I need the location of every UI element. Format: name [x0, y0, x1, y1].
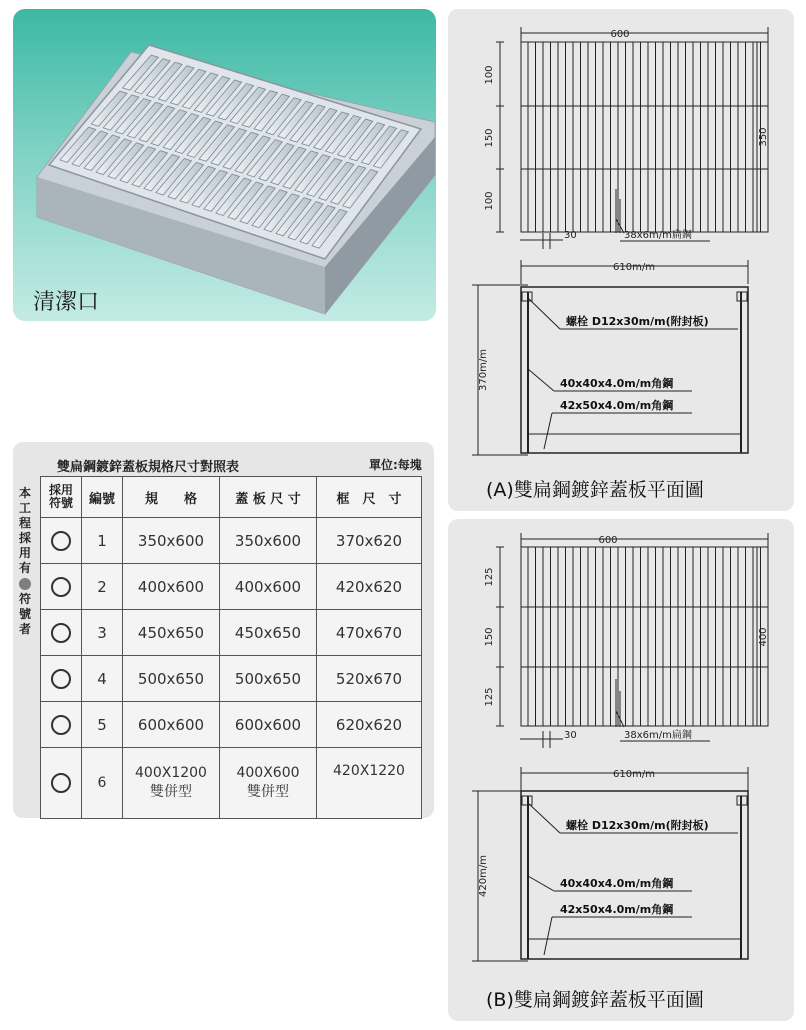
no-cell: 2	[82, 564, 123, 610]
frame-cell: 620x620	[317, 702, 422, 748]
frame-width-dimension: 610m/m	[613, 769, 655, 780]
cover-cell: 450x650	[220, 610, 317, 656]
header-no: 編號	[82, 477, 123, 518]
adopt-cell[interactable]	[41, 702, 82, 748]
table-row	[41, 610, 422, 656]
frame-cell: 520x670	[317, 656, 422, 702]
angle-steel-label-2: 42x50x4.0m/m角鋼	[560, 903, 674, 916]
row-dimension: 150	[484, 128, 495, 148]
note-char: 程	[18, 516, 31, 530]
header-spec: 規 格	[123, 477, 220, 518]
note-char: 符	[18, 592, 31, 606]
pitch-dimension: 30	[564, 230, 577, 241]
cover-cell: 600x600	[220, 702, 317, 748]
header-adopt: 採用 符號	[41, 477, 82, 518]
pitch-dimension: 30	[564, 730, 577, 741]
drawing-b-svg	[448, 519, 794, 1021]
bolt-label: 螺栓 D12x30m/m(附封板)	[566, 819, 709, 832]
angle-steel-label-1: 40x40x4.0m/m角鋼	[560, 877, 674, 890]
spec-cell: 500x650	[123, 656, 220, 702]
circle-checkbox-icon[interactable]	[51, 531, 71, 551]
row-dimension: 100	[484, 191, 495, 211]
spec-table-unit: 單位:每塊	[369, 458, 422, 472]
adopt-note	[17, 486, 33, 637]
spec-cell: 450x650	[123, 610, 220, 656]
no-cell: 4	[82, 656, 123, 702]
height-dimension: 400	[758, 627, 769, 647]
grating-illustration	[13, 9, 436, 321]
circle-checkbox-icon[interactable]	[51, 669, 71, 689]
circle-checkbox-icon[interactable]	[51, 773, 71, 793]
table-row	[41, 564, 422, 610]
bolt-label: 螺栓 D12x30m/m(附封板)	[566, 315, 709, 328]
drawing-a-svg	[448, 9, 794, 511]
circle-checkbox-icon[interactable]	[51, 715, 71, 735]
drawing-b-panel	[448, 519, 794, 1021]
table-row	[41, 656, 422, 702]
angle-steel-label-1: 40x40x4.0m/m角鋼	[560, 377, 674, 390]
frame-cell: 470x670	[317, 610, 422, 656]
drawing-a-panel	[448, 9, 794, 511]
header-frame: 框 尺 寸	[317, 477, 422, 518]
row-dimension: 125	[484, 687, 495, 707]
spec-table-title: 雙扁鋼鍍鋅蓋板規格尺寸對照表	[57, 460, 240, 475]
adopt-cell[interactable]	[41, 564, 82, 610]
no-cell: 3	[82, 610, 123, 656]
note-char: 號	[18, 607, 31, 621]
cover-cell: 400x600	[220, 564, 317, 610]
height-dimension: 350	[758, 127, 769, 147]
spec-table-panel	[13, 442, 434, 818]
bar-label: 38x6m/m扁鋼	[624, 230, 692, 241]
row-dimension: 125	[484, 567, 495, 587]
photo-caption: 清潔口	[33, 290, 100, 315]
table-header-row	[41, 477, 422, 518]
frame-height-dimension: 420m/m	[478, 855, 489, 897]
spec-cell: 600x600	[123, 702, 220, 748]
note-char: 有	[18, 561, 31, 575]
cover-cell: 350x600	[220, 518, 317, 564]
header-cover: 蓋 板 尺 寸	[220, 477, 317, 518]
note-char: 本	[18, 486, 31, 500]
adopt-cell[interactable]	[41, 518, 82, 564]
drawing-b-title: (B)雙扁鋼鍍鋅蓋板平面圖	[486, 989, 704, 1011]
spec-cell: 400X1200 雙併型	[123, 748, 220, 819]
bar-label: 38x6m/m扁鋼	[624, 730, 692, 741]
angle-steel-label-2: 42x50x4.0m/m角鋼	[560, 399, 674, 412]
no-cell: 5	[82, 702, 123, 748]
table-row	[41, 518, 422, 564]
note-char: 採	[18, 531, 31, 545]
note-char: 者	[18, 622, 31, 636]
frame-cell: 370x620	[317, 518, 422, 564]
filled-circle-icon	[19, 578, 31, 590]
spec-table	[40, 476, 422, 819]
circle-checkbox-icon[interactable]	[51, 577, 71, 597]
frame-height-dimension: 370m/m	[478, 349, 489, 391]
frame-cell: 420x620	[317, 564, 422, 610]
drawing-a-title: (A)雙扁鋼鍍鋅蓋板平面圖	[486, 479, 704, 501]
no-cell: 1	[82, 518, 123, 564]
frame-cell: 420X1220	[317, 748, 422, 819]
product-photo-panel	[13, 9, 436, 321]
frame-width-dimension: 610m/m	[613, 262, 655, 273]
spec-cell: 350x600	[123, 518, 220, 564]
no-cell: 6	[82, 748, 123, 819]
cover-cell: 400X600 雙併型	[220, 748, 317, 819]
circle-checkbox-icon[interactable]	[51, 623, 71, 643]
note-char: 工	[18, 501, 31, 515]
width-dimension: 600	[610, 29, 630, 40]
cover-cell: 500x650	[220, 656, 317, 702]
width-dimension: 600	[598, 535, 618, 546]
adopt-cell[interactable]	[41, 748, 82, 819]
row-dimension: 150	[484, 627, 495, 647]
row-dimension: 100	[484, 65, 495, 85]
adopt-cell[interactable]	[41, 656, 82, 702]
note-char: 用	[18, 546, 31, 560]
spec-cell: 400x600	[123, 564, 220, 610]
table-row	[41, 702, 422, 748]
adopt-cell[interactable]	[41, 610, 82, 656]
table-row	[41, 748, 422, 819]
